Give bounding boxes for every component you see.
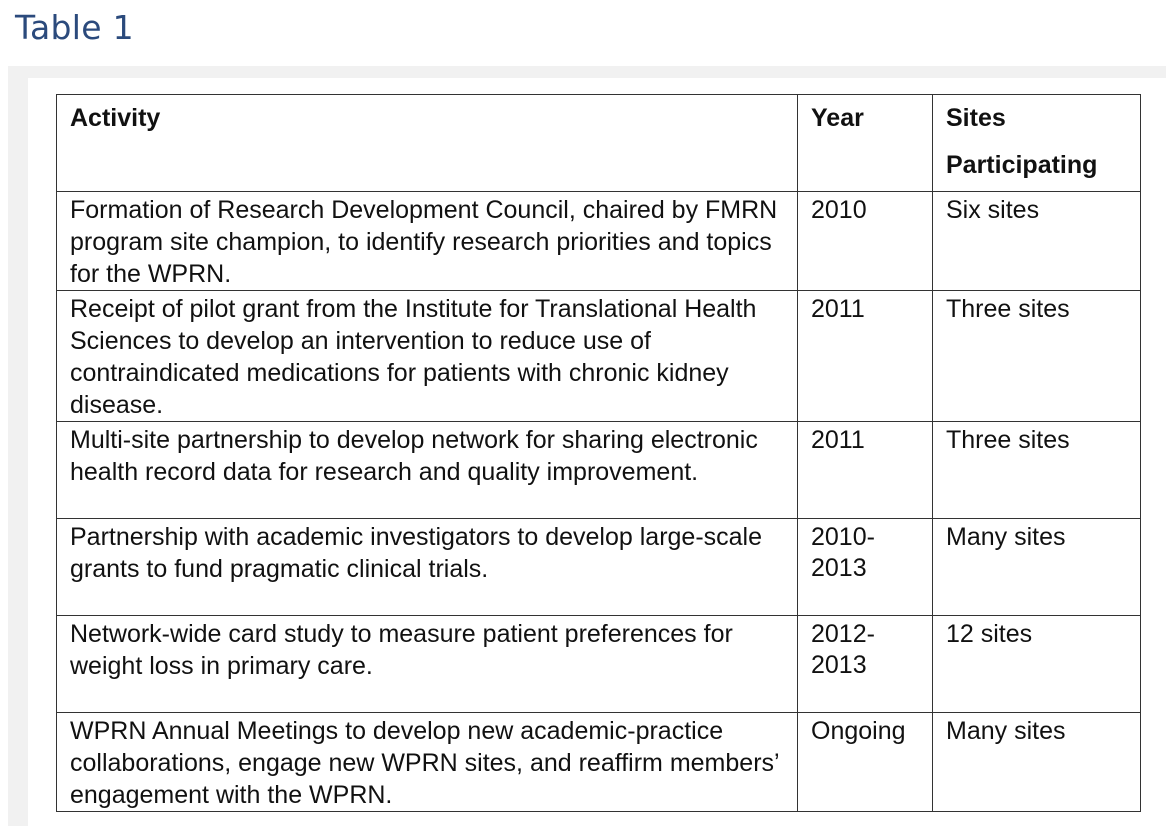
table-row [57, 713, 1141, 812]
cell-year-line2: 2013 [811, 554, 867, 582]
activities-table [56, 94, 1141, 812]
table-panel [8, 66, 1166, 826]
cell-sites: Many sites [933, 713, 1141, 812]
table-heading: Table 1 [15, 8, 134, 47]
cell-activity: Partnership with academic investigators to develop large-scale grants to fund pragmatic clinical trials. [57, 519, 798, 616]
cell-year [798, 616, 933, 713]
header-sites-participating [933, 95, 1141, 192]
cell-activity: Formation of Research Development Council, chaired by FMRN program site champion, to identify research priorities and topics for the WPRN. [57, 192, 798, 291]
header-sites-line1: Sites [946, 104, 1006, 132]
cell-sites: Three sites [933, 422, 1141, 519]
table-row [57, 422, 1141, 519]
header-activity: Activity [57, 95, 798, 192]
table-row [57, 291, 1141, 422]
cell-sites: 12 sites [933, 616, 1141, 713]
cell-activity: WPRN Annual Meetings to develop new academic-practice collaborations, engage new WPRN sites, and reaffirm members’ engagement with the WPRN. [57, 713, 798, 812]
cell-sites: Many sites [933, 519, 1141, 616]
header-year: Year [798, 95, 933, 192]
table-sheet [28, 78, 1166, 826]
cell-year: Ongoing [798, 713, 933, 812]
table-header-row [57, 95, 1141, 192]
cell-sites: Six sites [933, 192, 1141, 291]
cell-activity: Network-wide card study to measure patient preferences for weight loss in primary care. [57, 616, 798, 713]
cell-year: 2010 [798, 192, 933, 291]
table-row [57, 192, 1141, 291]
cell-year: 2011 [798, 291, 933, 422]
cell-activity: Receipt of pilot grant from the Institute for Translational Health Sciences to develop an intervention to reduce use of contraindicated medications for patients with chronic kidney disease. [57, 291, 798, 422]
cell-activity: Multi-site partnership to develop network for sharing electronic health record data for research and quality improvement. [57, 422, 798, 519]
cell-year-line1: 2012- [811, 620, 875, 648]
cell-year: 2011 [798, 422, 933, 519]
header-sites-line2: Participating [946, 151, 1098, 179]
table-row [57, 616, 1141, 713]
cell-sites: Three sites [933, 291, 1141, 422]
cell-year-line1: 2010- [811, 523, 875, 551]
cell-year [798, 519, 933, 616]
table-row [57, 519, 1141, 616]
cell-year-line2: 2013 [811, 651, 867, 679]
